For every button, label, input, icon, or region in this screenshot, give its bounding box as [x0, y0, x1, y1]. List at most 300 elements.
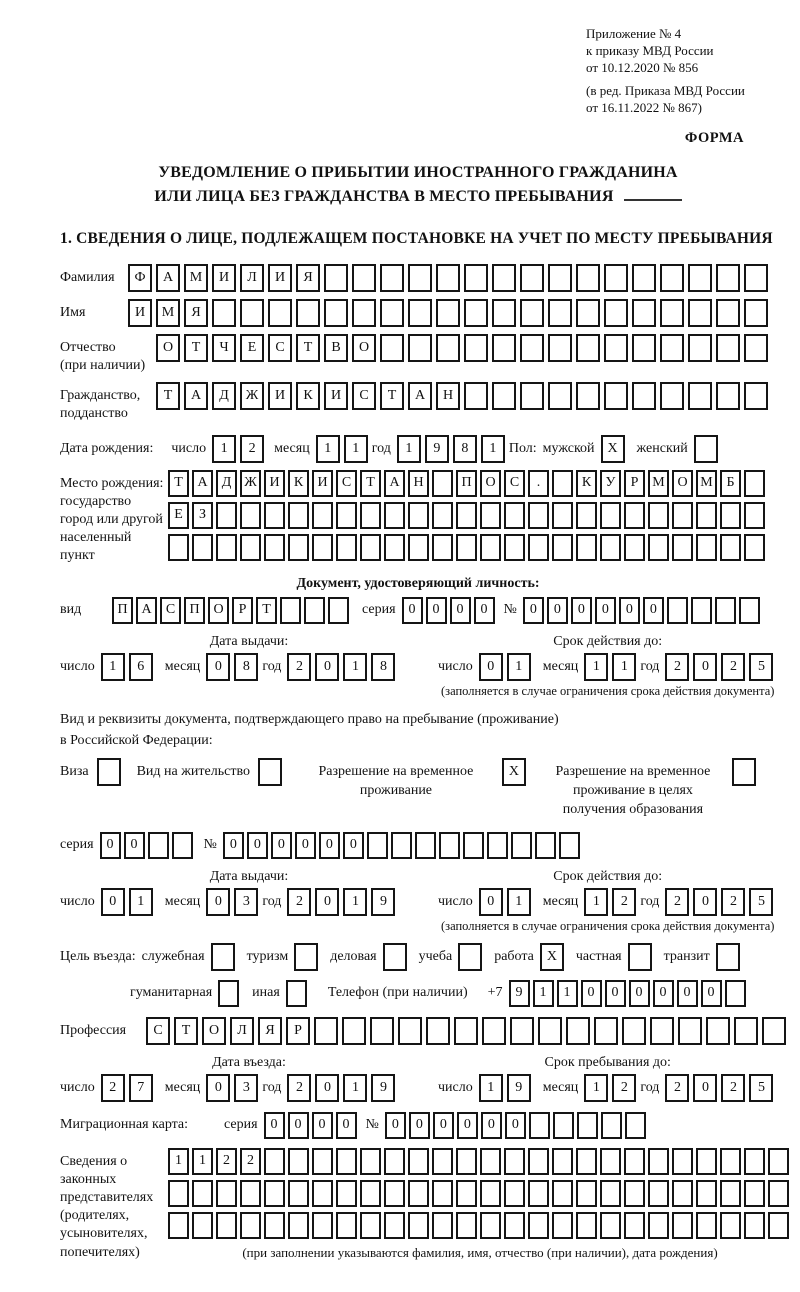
birth-place-char-box[interactable]	[672, 502, 693, 529]
citizenship-char-box[interactable]	[716, 382, 740, 410]
birth-place-char-box[interactable]	[648, 534, 669, 561]
representative-char-box[interactable]	[768, 1180, 789, 1207]
surname-char-box[interactable]	[352, 264, 376, 292]
representative-char-box[interactable]	[552, 1212, 573, 1239]
identity-doc-kind-box[interactable]	[304, 597, 325, 624]
representative-char-box[interactable]	[312, 1148, 333, 1175]
entry-year-box[interactable]: 2	[287, 1074, 311, 1102]
representative-char-box[interactable]	[264, 1180, 285, 1207]
residence-number-box[interactable]	[559, 832, 580, 859]
identity-issue-year-box[interactable]: 0	[315, 653, 339, 681]
identity-valid-month-box[interactable]: 1	[612, 653, 636, 681]
phone-digit-box[interactable]: 0	[701, 980, 722, 1007]
profession-char-box[interactable]	[398, 1017, 422, 1045]
representative-char-box[interactable]	[456, 1212, 477, 1239]
representative-char-box[interactable]	[360, 1212, 381, 1239]
representative-char-box[interactable]	[264, 1212, 285, 1239]
given-name-char-box[interactable]	[716, 299, 740, 327]
residence-valid-year-box[interactable]: 0	[693, 888, 717, 916]
surname-char-box[interactable]	[632, 264, 656, 292]
identity-valid-year-box[interactable]: 5	[749, 653, 773, 681]
purpose-delovaya-checkbox[interactable]	[383, 943, 407, 971]
visa-checkbox[interactable]	[97, 758, 121, 786]
birth-place-char-box[interactable]	[264, 534, 285, 561]
representative-char-box[interactable]	[528, 1212, 549, 1239]
representative-char-box[interactable]	[648, 1212, 669, 1239]
patronymic-char-box[interactable]: Т	[184, 334, 208, 362]
given-name-char-box[interactable]	[604, 299, 628, 327]
migration-number-box[interactable]: 0	[385, 1112, 406, 1139]
representative-char-box[interactable]: 2	[216, 1148, 237, 1175]
residence-number-box[interactable]	[367, 832, 388, 859]
residence-number-box[interactable]: 0	[247, 832, 268, 859]
representative-char-box[interactable]	[648, 1148, 669, 1175]
temp-residence-edu-checkbox[interactable]	[732, 758, 756, 786]
citizenship-char-box[interactable]: А	[184, 382, 208, 410]
profession-char-box[interactable]	[454, 1017, 478, 1045]
given-name-char-box[interactable]	[296, 299, 320, 327]
profession-char-box[interactable]	[678, 1017, 702, 1045]
residence-number-box[interactable]: 0	[271, 832, 292, 859]
representative-char-box[interactable]	[528, 1180, 549, 1207]
surname-char-box[interactable]	[436, 264, 460, 292]
representative-char-box[interactable]	[600, 1212, 621, 1239]
patronymic-char-box[interactable]: С	[268, 334, 292, 362]
birth-place-char-box[interactable]	[576, 502, 597, 529]
representative-char-box[interactable]	[600, 1180, 621, 1207]
given-name-char-box[interactable]	[268, 299, 292, 327]
birth-place-char-box[interactable]: О	[480, 470, 501, 497]
patronymic-char-box[interactable]: Т	[296, 334, 320, 362]
phone-digit-box[interactable]: 0	[677, 980, 698, 1007]
identity-doc-number-box[interactable]: 0	[643, 597, 664, 624]
profession-char-box[interactable]	[734, 1017, 758, 1045]
identity-valid-month-box[interactable]: 1	[584, 653, 608, 681]
patronymic-char-box[interactable]: О	[352, 334, 376, 362]
representative-char-box[interactable]	[360, 1180, 381, 1207]
given-name-char-box[interactable]	[352, 299, 376, 327]
birth-place-char-box[interactable]	[624, 534, 645, 561]
birth-place-char-box[interactable]	[720, 502, 741, 529]
representative-char-box[interactable]	[384, 1180, 405, 1207]
profession-char-box[interactable]	[650, 1017, 674, 1045]
stay-day-box[interactable]: 1	[479, 1074, 503, 1102]
birth-place-char-box[interactable]: Ж	[240, 470, 261, 497]
birth-place-char-box[interactable]	[528, 534, 549, 561]
phone-digit-box[interactable]: 0	[581, 980, 602, 1007]
representative-char-box[interactable]	[192, 1180, 213, 1207]
citizenship-char-box[interactable]: Т	[156, 382, 180, 410]
birth-month-box[interactable]: 1	[316, 435, 340, 463]
identity-doc-kind-box[interactable]: П	[112, 597, 133, 624]
representative-char-box[interactable]	[744, 1148, 765, 1175]
identity-valid-day-box[interactable]: 1	[507, 653, 531, 681]
phone-digit-box[interactable]: 9	[509, 980, 530, 1007]
representative-char-box[interactable]	[456, 1148, 477, 1175]
identity-doc-kind-box[interactable]	[328, 597, 349, 624]
identity-doc-number-box[interactable]	[739, 597, 760, 624]
citizenship-char-box[interactable]: А	[408, 382, 432, 410]
identity-doc-number-box[interactable]: 0	[595, 597, 616, 624]
birth-place-char-box[interactable]	[456, 534, 477, 561]
purpose-turizm-checkbox[interactable]	[294, 943, 318, 971]
birth-place-char-box[interactable]	[624, 502, 645, 529]
representative-char-box[interactable]	[240, 1180, 261, 1207]
surname-char-box[interactable]	[744, 264, 768, 292]
birth-place-char-box[interactable]	[240, 502, 261, 529]
birth-place-char-box[interactable]: Е	[168, 502, 189, 529]
patronymic-char-box[interactable]	[688, 334, 712, 362]
representative-char-box[interactable]	[240, 1212, 261, 1239]
birth-place-char-box[interactable]: С	[504, 470, 525, 497]
representative-char-box[interactable]	[696, 1180, 717, 1207]
migration-number-box[interactable]	[553, 1112, 574, 1139]
identity-doc-kind-box[interactable]: Р	[232, 597, 253, 624]
given-name-char-box[interactable]	[632, 299, 656, 327]
identity-issue-year-box[interactable]: 8	[371, 653, 395, 681]
profession-char-box[interactable]	[538, 1017, 562, 1045]
birth-place-char-box[interactable]: Н	[408, 470, 429, 497]
birth-place-char-box[interactable]: Б	[720, 470, 741, 497]
representative-char-box[interactable]	[168, 1180, 189, 1207]
birth-place-char-box[interactable]: Р	[624, 470, 645, 497]
surname-char-box[interactable]: Л	[240, 264, 264, 292]
representative-char-box[interactable]	[504, 1148, 525, 1175]
surname-char-box[interactable]: И	[212, 264, 236, 292]
representative-char-box[interactable]	[408, 1148, 429, 1175]
birth-place-char-box[interactable]: Т	[168, 470, 189, 497]
birth-place-char-box[interactable]	[360, 502, 381, 529]
migration-number-box[interactable]	[625, 1112, 646, 1139]
profession-char-box[interactable]	[566, 1017, 590, 1045]
representative-char-box[interactable]	[288, 1212, 309, 1239]
identity-doc-series-box[interactable]: 0	[426, 597, 447, 624]
entry-year-box[interactable]: 0	[315, 1074, 339, 1102]
representative-char-box[interactable]	[360, 1148, 381, 1175]
surname-char-box[interactable]	[520, 264, 544, 292]
citizenship-char-box[interactable]	[604, 382, 628, 410]
birth-place-char-box[interactable]	[552, 502, 573, 529]
birth-day-box[interactable]: 1	[212, 435, 236, 463]
birth-place-char-box[interactable]	[384, 534, 405, 561]
given-name-char-box[interactable]: И	[128, 299, 152, 327]
identity-valid-year-box[interactable]: 2	[665, 653, 689, 681]
migration-series-box[interactable]: 0	[336, 1112, 357, 1139]
phone-digit-box[interactable]: 0	[629, 980, 650, 1007]
birth-place-char-box[interactable]	[312, 502, 333, 529]
birth-place-char-box[interactable]	[600, 534, 621, 561]
entry-year-box[interactable]: 9	[371, 1074, 395, 1102]
residence-number-box[interactable]: 0	[343, 832, 364, 859]
stay-month-box[interactable]: 2	[612, 1074, 636, 1102]
birth-place-char-box[interactable]	[432, 470, 453, 497]
given-name-char-box[interactable]	[436, 299, 460, 327]
representative-char-box[interactable]	[312, 1180, 333, 1207]
patronymic-char-box[interactable]	[660, 334, 684, 362]
birth-place-char-box[interactable]	[528, 502, 549, 529]
given-name-char-box[interactable]: Я	[184, 299, 208, 327]
birth-place-char-box[interactable]	[744, 502, 765, 529]
patronymic-char-box[interactable]: О	[156, 334, 180, 362]
birth-place-char-box[interactable]	[264, 502, 285, 529]
patronymic-char-box[interactable]	[436, 334, 460, 362]
profession-char-box[interactable]	[622, 1017, 646, 1045]
blank-line[interactable]	[624, 199, 682, 201]
birth-place-char-box[interactable]: Т	[360, 470, 381, 497]
representative-char-box[interactable]	[408, 1180, 429, 1207]
purpose-rabota-checkbox[interactable]: X	[540, 943, 564, 971]
surname-char-box[interactable]	[380, 264, 404, 292]
citizenship-char-box[interactable]: И	[324, 382, 348, 410]
representative-char-box[interactable]	[720, 1180, 741, 1207]
birth-place-char-box[interactable]	[480, 502, 501, 529]
identity-valid-day-box[interactable]: 0	[479, 653, 503, 681]
birth-place-char-box[interactable]	[384, 502, 405, 529]
migration-number-box[interactable]: 0	[457, 1112, 478, 1139]
representative-char-box[interactable]	[672, 1212, 693, 1239]
birth-place-char-box[interactable]: С	[336, 470, 357, 497]
given-name-char-box[interactable]	[576, 299, 600, 327]
citizenship-char-box[interactable]	[576, 382, 600, 410]
identity-doc-kind-box[interactable]: А	[136, 597, 157, 624]
citizenship-char-box[interactable]: Т	[380, 382, 404, 410]
given-name-char-box[interactable]	[212, 299, 236, 327]
residence-series-box[interactable]: 0	[100, 832, 121, 859]
identity-doc-number-box[interactable]	[691, 597, 712, 624]
surname-char-box[interactable]	[688, 264, 712, 292]
representative-char-box[interactable]	[624, 1212, 645, 1239]
birth-place-char-box[interactable]: Д	[216, 470, 237, 497]
birth-place-char-box[interactable]	[504, 534, 525, 561]
birth-year-box[interactable]: 9	[425, 435, 449, 463]
birth-place-char-box[interactable]: И	[312, 470, 333, 497]
profession-char-box[interactable]: Я	[258, 1017, 282, 1045]
birth-year-box[interactable]: 1	[397, 435, 421, 463]
profession-char-box[interactable]	[314, 1017, 338, 1045]
residence-number-box[interactable]	[463, 832, 484, 859]
surname-char-box[interactable]	[408, 264, 432, 292]
birth-place-char-box[interactable]: М	[696, 470, 717, 497]
residence-number-box[interactable]	[391, 832, 412, 859]
birth-place-char-box[interactable]	[408, 502, 429, 529]
given-name-char-box[interactable]	[660, 299, 684, 327]
birth-place-char-box[interactable]: З	[192, 502, 213, 529]
surname-char-box[interactable]: Ф	[128, 264, 152, 292]
birth-place-char-box[interactable]	[336, 534, 357, 561]
birth-place-char-box[interactable]	[552, 470, 573, 497]
patronymic-char-box[interactable]	[380, 334, 404, 362]
patronymic-char-box[interactable]	[548, 334, 572, 362]
residence-issue-year-box[interactable]: 0	[315, 888, 339, 916]
citizenship-char-box[interactable]	[660, 382, 684, 410]
representative-char-box[interactable]	[672, 1148, 693, 1175]
given-name-char-box[interactable]: М	[156, 299, 180, 327]
representative-char-box[interactable]	[552, 1148, 573, 1175]
surname-char-box[interactable]: И	[268, 264, 292, 292]
representative-char-box[interactable]	[624, 1148, 645, 1175]
citizenship-char-box[interactable]	[464, 382, 488, 410]
profession-char-box[interactable]	[426, 1017, 450, 1045]
representative-char-box[interactable]	[624, 1180, 645, 1207]
stay-year-box[interactable]: 0	[693, 1074, 717, 1102]
patronymic-char-box[interactable]	[408, 334, 432, 362]
surname-char-box[interactable]	[324, 264, 348, 292]
patronymic-char-box[interactable]	[576, 334, 600, 362]
given-name-char-box[interactable]	[324, 299, 348, 327]
representative-char-box[interactable]	[744, 1180, 765, 1207]
residence-valid-year-box[interactable]: 5	[749, 888, 773, 916]
sex-male-checkbox[interactable]: X	[601, 435, 625, 463]
residence-valid-day-box[interactable]: 1	[507, 888, 531, 916]
phone-digit-box[interactable]: 1	[533, 980, 554, 1007]
birth-place-char-box[interactable]	[744, 534, 765, 561]
birth-place-char-box[interactable]: М	[648, 470, 669, 497]
birth-place-char-box[interactable]	[696, 502, 717, 529]
representative-char-box[interactable]	[672, 1180, 693, 1207]
migration-series-box[interactable]: 0	[264, 1112, 285, 1139]
phone-digit-box[interactable]	[725, 980, 746, 1007]
migration-number-box[interactable]: 0	[409, 1112, 430, 1139]
migration-number-box[interactable]	[529, 1112, 550, 1139]
representative-char-box[interactable]	[408, 1212, 429, 1239]
identity-issue-day-box[interactable]: 6	[129, 653, 153, 681]
surname-char-box[interactable]	[716, 264, 740, 292]
identity-doc-number-box[interactable]: 0	[547, 597, 568, 624]
migration-number-box[interactable]	[577, 1112, 598, 1139]
identity-issue-year-box[interactable]: 1	[343, 653, 367, 681]
entry-month-box[interactable]: 3	[234, 1074, 258, 1102]
representative-char-box[interactable]	[768, 1212, 789, 1239]
surname-char-box[interactable]	[548, 264, 572, 292]
representative-char-box[interactable]	[384, 1148, 405, 1175]
residence-number-box[interactable]	[535, 832, 556, 859]
purpose-inaya-checkbox[interactable]	[286, 980, 307, 1007]
temp-residence-checkbox[interactable]: X	[502, 758, 526, 786]
citizenship-char-box[interactable]: Н	[436, 382, 460, 410]
representative-char-box[interactable]	[336, 1148, 357, 1175]
patronymic-char-box[interactable]	[464, 334, 488, 362]
given-name-char-box[interactable]	[492, 299, 516, 327]
identity-issue-day-box[interactable]: 1	[101, 653, 125, 681]
birth-place-char-box[interactable]: П	[456, 470, 477, 497]
birth-place-char-box[interactable]	[288, 534, 309, 561]
representative-char-box[interactable]: 1	[192, 1148, 213, 1175]
identity-doc-number-box[interactable]: 0	[571, 597, 592, 624]
representative-char-box[interactable]	[288, 1148, 309, 1175]
residence-issue-year-box[interactable]: 2	[287, 888, 311, 916]
purpose-tranzit-checkbox[interactable]	[716, 943, 740, 971]
patronymic-char-box[interactable]	[744, 334, 768, 362]
identity-doc-number-box[interactable]	[667, 597, 688, 624]
representative-char-box[interactable]	[432, 1180, 453, 1207]
given-name-char-box[interactable]	[744, 299, 768, 327]
purpose-gumanitarnaya-checkbox[interactable]	[218, 980, 239, 1007]
representative-char-box[interactable]	[432, 1148, 453, 1175]
residence-number-box[interactable]: 0	[223, 832, 244, 859]
identity-doc-kind-box[interactable]: О	[208, 597, 229, 624]
patronymic-char-box[interactable]: В	[324, 334, 348, 362]
representative-char-box[interactable]	[768, 1148, 789, 1175]
representative-char-box[interactable]	[312, 1212, 333, 1239]
representative-char-box[interactable]	[480, 1180, 501, 1207]
purpose-ucheba-checkbox[interactable]	[458, 943, 482, 971]
surname-char-box[interactable]	[464, 264, 488, 292]
representative-char-box[interactable]	[720, 1148, 741, 1175]
citizenship-char-box[interactable]: И	[268, 382, 292, 410]
representative-char-box[interactable]	[552, 1180, 573, 1207]
birth-place-char-box[interactable]	[432, 502, 453, 529]
identity-doc-kind-box[interactable]: С	[160, 597, 181, 624]
residence-series-box[interactable]	[172, 832, 193, 859]
representative-char-box[interactable]	[504, 1180, 525, 1207]
stay-month-box[interactable]: 1	[584, 1074, 608, 1102]
birth-place-char-box[interactable]: А	[192, 470, 213, 497]
citizenship-char-box[interactable]: Ж	[240, 382, 264, 410]
residence-number-box[interactable]	[415, 832, 436, 859]
citizenship-char-box[interactable]	[492, 382, 516, 410]
surname-char-box[interactable]	[660, 264, 684, 292]
profession-char-box[interactable]: Т	[174, 1017, 198, 1045]
representative-char-box[interactable]	[576, 1212, 597, 1239]
patronymic-char-box[interactable]: Е	[240, 334, 264, 362]
surname-char-box[interactable]	[492, 264, 516, 292]
identity-doc-number-box[interactable]: 0	[523, 597, 544, 624]
identity-doc-kind-box[interactable]: Т	[256, 597, 277, 624]
identity-issue-year-box[interactable]: 2	[287, 653, 311, 681]
birth-place-char-box[interactable]: К	[288, 470, 309, 497]
migration-number-box[interactable]: 0	[505, 1112, 526, 1139]
sex-female-checkbox[interactable]	[694, 435, 718, 463]
stay-year-box[interactable]: 2	[665, 1074, 689, 1102]
representative-char-box[interactable]	[528, 1148, 549, 1175]
patronymic-char-box[interactable]	[520, 334, 544, 362]
identity-doc-number-box[interactable]	[715, 597, 736, 624]
representative-char-box[interactable]	[576, 1180, 597, 1207]
representative-char-box[interactable]	[168, 1212, 189, 1239]
identity-doc-kind-box[interactable]	[280, 597, 301, 624]
profession-char-box[interactable]: О	[202, 1017, 226, 1045]
identity-doc-series-box[interactable]: 0	[450, 597, 471, 624]
identity-valid-year-box[interactable]: 0	[693, 653, 717, 681]
patronymic-char-box[interactable]	[604, 334, 628, 362]
residence-valid-day-box[interactable]: 0	[479, 888, 503, 916]
profession-char-box[interactable]	[342, 1017, 366, 1045]
surname-char-box[interactable]: Я	[296, 264, 320, 292]
purpose-chastnaya-checkbox[interactable]	[628, 943, 652, 971]
given-name-char-box[interactable]	[408, 299, 432, 327]
stay-year-box[interactable]: 5	[749, 1074, 773, 1102]
profession-char-box[interactable]	[370, 1017, 394, 1045]
stay-day-box[interactable]: 9	[507, 1074, 531, 1102]
residence-valid-year-box[interactable]: 2	[721, 888, 745, 916]
birth-year-box[interactable]: 1	[481, 435, 505, 463]
phone-digit-box[interactable]: 0	[653, 980, 674, 1007]
representative-char-box[interactable]	[192, 1212, 213, 1239]
birth-place-char-box[interactable]	[552, 534, 573, 561]
identity-doc-series-box[interactable]: 0	[474, 597, 495, 624]
residence-issue-month-box[interactable]: 0	[206, 888, 230, 916]
birth-place-char-box[interactable]	[216, 502, 237, 529]
identity-valid-year-box[interactable]: 2	[721, 653, 745, 681]
identity-doc-series-box[interactable]: 0	[402, 597, 423, 624]
profession-char-box[interactable]	[510, 1017, 534, 1045]
representative-char-box[interactable]	[648, 1180, 669, 1207]
representative-char-box[interactable]	[216, 1180, 237, 1207]
surname-char-box[interactable]: А	[156, 264, 180, 292]
residence-issue-day-box[interactable]: 1	[129, 888, 153, 916]
residence-valid-month-box[interactable]: 2	[612, 888, 636, 916]
birth-place-char-box[interactable]	[216, 534, 237, 561]
